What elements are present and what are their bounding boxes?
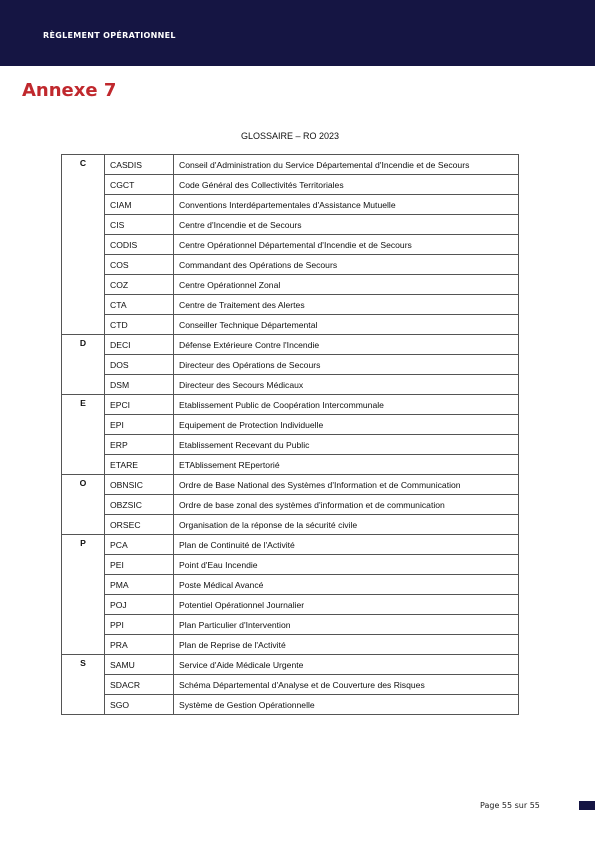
table-row <box>62 435 519 455</box>
abbreviation-cell: CIAM <box>105 195 174 215</box>
glossary-title: GLOSSAIRE – RO 2023 <box>240 131 340 141</box>
table-row <box>62 475 519 495</box>
table-row <box>62 495 519 515</box>
abbreviation-cell: COS <box>105 255 174 275</box>
abbreviation-cell: ETARE <box>105 455 174 475</box>
definition-cell: Système de Gestion Opérationnelle <box>174 695 519 715</box>
table-row <box>62 595 519 615</box>
table-row <box>62 635 519 655</box>
definition-cell: Directeur des Opérations de Secours <box>174 355 519 375</box>
abbreviation-cell: SGO <box>105 695 174 715</box>
abbreviation-cell: CGCT <box>105 175 174 195</box>
definition-cell: Point d'Eau Incendie <box>174 555 519 575</box>
table-row <box>62 655 519 675</box>
abbreviation-cell: CTA <box>105 295 174 315</box>
table-row <box>62 235 519 255</box>
glossary-table <box>61 154 519 715</box>
abbreviation-cell: PMA <box>105 575 174 595</box>
table-row <box>62 255 519 275</box>
table-row <box>62 155 519 175</box>
abbreviation-cell: PEI <box>105 555 174 575</box>
abbreviation-cell: EPCI <box>105 395 174 415</box>
table-row <box>62 395 519 415</box>
table-row <box>62 355 519 375</box>
definition-cell: Ordre de base zonal des systèmes d'information et de communication <box>174 495 519 515</box>
definition-cell: Schéma Départemental d'Analyse et de Couverture des Risques <box>174 675 519 695</box>
abbreviation-cell: DECI <box>105 335 174 355</box>
table-row <box>62 275 519 295</box>
abbreviation-cell: DSM <box>105 375 174 395</box>
abbreviation-cell: POJ <box>105 595 174 615</box>
definition-cell: Centre Opérationnel Départemental d'Incendie et de Secours <box>174 235 519 255</box>
table-row <box>62 555 519 575</box>
abbreviation-cell: CASDIS <box>105 155 174 175</box>
table-row <box>62 375 519 395</box>
group-letter: E <box>62 395 105 475</box>
table-row <box>62 335 519 355</box>
definition-cell: Plan de Continuité de l'Activité <box>174 535 519 555</box>
table-row <box>62 675 519 695</box>
definition-cell: Conventions Interdépartementales d'Assistance Mutuelle <box>174 195 519 215</box>
table-row <box>62 295 519 315</box>
abbreviation-cell: OBNSIC <box>105 475 174 495</box>
abbreviation-cell: OBZSIC <box>105 495 174 515</box>
definition-cell: Potentiel Opérationnel Journalier <box>174 595 519 615</box>
document-header-title: RÈGLEMENT OPÉRATIONNEL <box>43 31 176 40</box>
group-letter: O <box>62 475 105 535</box>
definition-cell: Plan de Reprise de l'Activité <box>174 635 519 655</box>
table-row <box>62 415 519 435</box>
definition-cell: Etablissement Public de Coopération Intercommunale <box>174 395 519 415</box>
abbreviation-cell: EPI <box>105 415 174 435</box>
abbreviation-cell: ERP <box>105 435 174 455</box>
table-row <box>62 535 519 555</box>
abbreviation-cell: PCA <box>105 535 174 555</box>
definition-cell: Centre de Traitement des Alertes <box>174 295 519 315</box>
definition-cell: Plan Particulier d'Intervention <box>174 615 519 635</box>
abbreviation-cell: CTD <box>105 315 174 335</box>
definition-cell: Service d'Aide Médicale Urgente <box>174 655 519 675</box>
abbreviation-cell: DOS <box>105 355 174 375</box>
definition-cell: Centre Opérationnel Zonal <box>174 275 519 295</box>
definition-cell: Equipement de Protection Individuelle <box>174 415 519 435</box>
glossary-table-body <box>62 155 519 715</box>
definition-cell: Directeur des Secours Médicaux <box>174 375 519 395</box>
definition-cell: Défense Extérieure Contre l'Incendie <box>174 335 519 355</box>
abbreviation-cell: CODIS <box>105 235 174 255</box>
table-row <box>62 175 519 195</box>
group-letter: D <box>62 335 105 395</box>
table-row <box>62 195 519 215</box>
table-row <box>62 615 519 635</box>
table-row <box>62 695 519 715</box>
definition-cell: Ordre de Base National des Systèmes d'Information et de Communication <box>174 475 519 495</box>
table-row <box>62 315 519 335</box>
definition-cell: Conseil d'Administration du Service Départemental d'Incendie et de Secours <box>174 155 519 175</box>
definition-cell: Etablissement Recevant du Public <box>174 435 519 455</box>
group-letter: S <box>62 655 105 715</box>
annex-title: Annexe 7 <box>22 80 117 101</box>
abbreviation-cell: COZ <box>105 275 174 295</box>
abbreviation-cell: PPI <box>105 615 174 635</box>
abbreviation-cell: CIS <box>105 215 174 235</box>
definition-cell: Poste Médical Avancé <box>174 575 519 595</box>
definition-cell: Commandant des Opérations de Secours <box>174 255 519 275</box>
definition-cell: Conseiller Technique Départemental <box>174 315 519 335</box>
abbreviation-cell: SDACR <box>105 675 174 695</box>
abbreviation-cell: SAMU <box>105 655 174 675</box>
definition-cell: Organisation de la réponse de la sécurité civile <box>174 515 519 535</box>
table-row <box>62 215 519 235</box>
abbreviation-cell: ORSEC <box>105 515 174 535</box>
group-letter: C <box>62 155 105 335</box>
table-row <box>62 455 519 475</box>
definition-cell: Centre d'Incendie et de Secours <box>174 215 519 235</box>
definition-cell: ETAblissement REpertorié <box>174 455 519 475</box>
page-number: Page 55 sur 55 <box>480 801 540 810</box>
table-row <box>62 515 519 535</box>
definition-cell: Code Général des Collectivités Territoriales <box>174 175 519 195</box>
header-band <box>0 0 595 66</box>
table-row <box>62 575 519 595</box>
abbreviation-cell: PRA <box>105 635 174 655</box>
footer-accent-mark <box>579 801 595 810</box>
group-letter: P <box>62 535 105 655</box>
